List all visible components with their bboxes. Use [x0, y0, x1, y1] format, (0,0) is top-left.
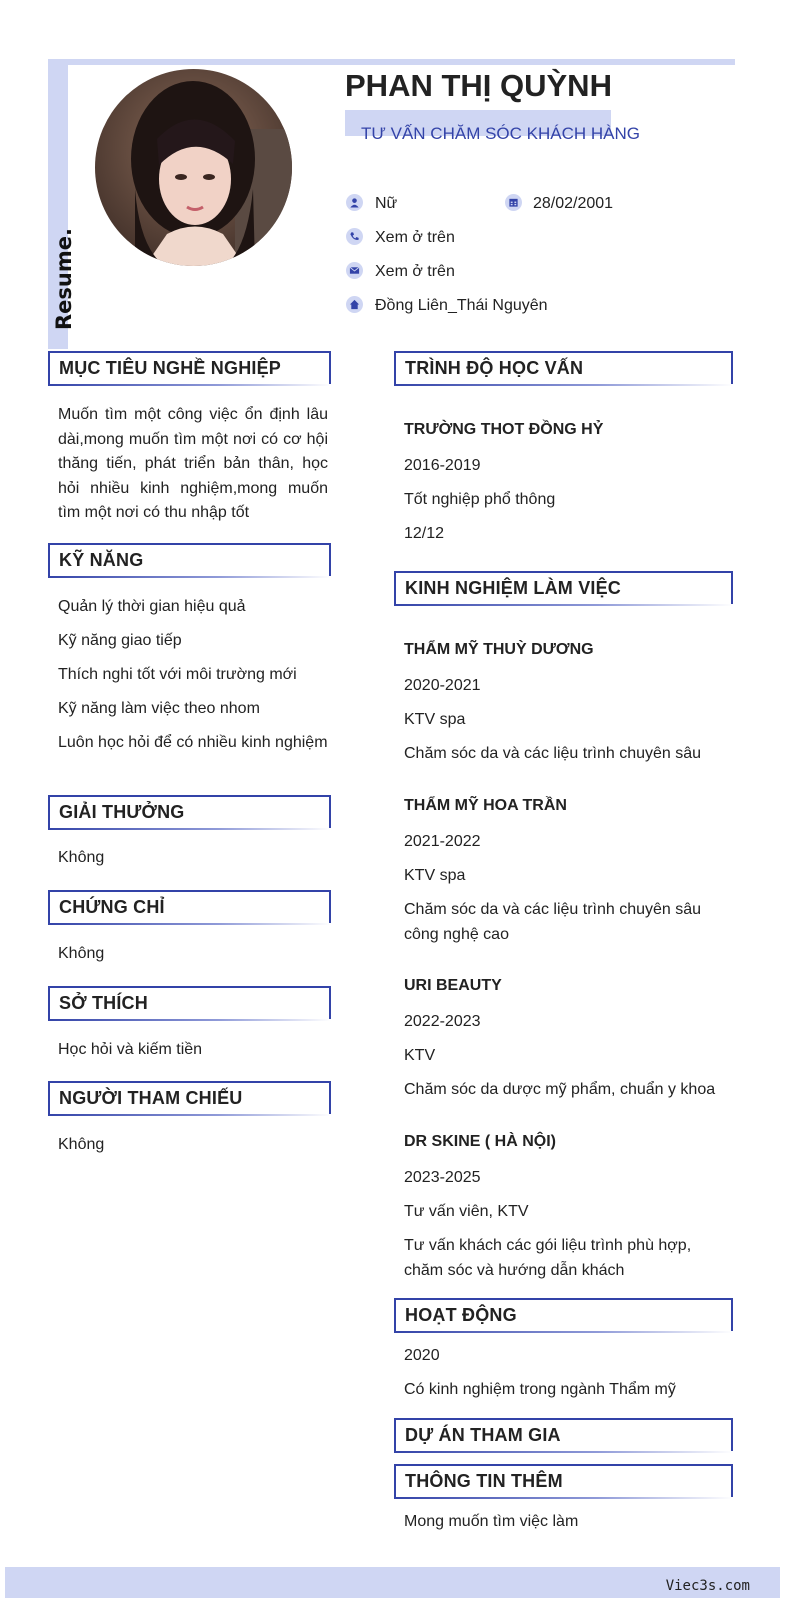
section-title: THÔNG TIN THÊM [405, 1471, 563, 1491]
awards-text: Không [58, 849, 105, 866]
activities-year: 2020 [404, 1347, 440, 1364]
home-icon [346, 296, 363, 313]
certificates-text: Không [58, 945, 105, 962]
birthday-value: 28/02/2001 [533, 195, 614, 212]
section-education-header [394, 351, 733, 384]
section-title: NGƯỜI THAM CHIẾU [59, 1088, 243, 1108]
section-experience-header [394, 571, 733, 604]
section-objective-header [48, 351, 331, 384]
education-degree: Tốt nghiệp phổ thông [404, 491, 556, 508]
phone-icon [346, 228, 363, 245]
job-years: 2021-2022 [404, 833, 481, 850]
education-school: TRƯỜNG THOT ĐỒNG HỶ [404, 421, 604, 438]
education-grade: 12/12 [404, 525, 445, 542]
job-company: THẨM MỸ THUỲ DƯƠNG [404, 641, 594, 658]
references-text: Không [58, 1136, 105, 1153]
section-references-header [48, 1081, 331, 1114]
section-hobbies-header [48, 986, 331, 1019]
section-title: SỞ THÍCH [59, 993, 148, 1013]
section-title: DỰ ÁN THAM GIA [405, 1425, 561, 1445]
section-skills-header [48, 543, 331, 576]
activities-text: Có kinh nghiệm trong ngành Thẩm mỹ [404, 1381, 676, 1398]
job-description: Chăm sóc da và các liệu trình chuyên sâu [404, 745, 702, 762]
job-description: Chăm sóc da và các liệu trình chuyên sâu công nghệ cao [404, 901, 702, 943]
candidate-name: PHAN THỊ QUỲNH [345, 68, 612, 103]
skill-item: Kỹ năng giao tiếp [58, 632, 182, 649]
section-awards-header [48, 795, 331, 828]
section-title: TRÌNH ĐỘ HỌC VẤN [405, 358, 584, 378]
job-years: 2023-2025 [404, 1169, 481, 1186]
job-title: TƯ VẤN CHĂM SÓC KHÁCH HÀNG [361, 124, 640, 143]
job-role: KTV spa [404, 711, 466, 728]
job-role: KTV spa [404, 867, 466, 884]
job-company: DR SKINE ( HÀ NỘI) [404, 1133, 556, 1150]
top-accent-bar [48, 59, 735, 65]
email-icon [346, 262, 363, 279]
section-title: CHỨNG CHỈ [59, 897, 165, 917]
resume-vertical-label: Resume. [52, 228, 76, 330]
skill-item: Thích nghi tốt với môi trường mới [58, 666, 297, 683]
education-years: 2016-2019 [404, 457, 481, 474]
section-certificates-header [48, 890, 331, 923]
gender-value: Nữ [375, 195, 398, 212]
footer-bar [5, 1567, 780, 1598]
skill-item: Kỹ năng làm việc theo nhom [58, 700, 260, 717]
calendar-icon [505, 194, 522, 211]
section-title: KỸ NĂNG [59, 550, 144, 570]
job-company: THẨM MỸ HOA TRẦN [404, 797, 567, 814]
job-description: Chăm sóc da dược mỹ phẩm, chuẩn y khoa [404, 1081, 716, 1098]
job-role: KTV [404, 1047, 436, 1064]
hobbies-text: Học hỏi và kiếm tiền [58, 1041, 203, 1058]
skill-item: Luôn học hỏi để có nhiều kinh nghiệm [58, 734, 328, 751]
section-title: MỤC TIÊU NGHỀ NGHIỆP [59, 358, 282, 378]
job-description: Tư vấn khách các gói liệu trình phù hợp, chăm sóc và hướng dẫn khách [404, 1237, 692, 1279]
section-title: HOẠT ĐỘNG [405, 1305, 517, 1325]
avatar [95, 69, 292, 266]
job-company: URI BEAUTY [404, 977, 502, 994]
footer-brand[interactable]: Viec3s.com [665, 1578, 750, 1594]
section-title: KINH NGHIỆM LÀM VIỆC [405, 578, 622, 598]
job-role: Tư vấn viên, KTV [404, 1203, 529, 1220]
section-more-info-header [394, 1464, 733, 1497]
address-value: Đồng Liên_Thái Nguyên [375, 297, 548, 314]
section-title: GIẢI THƯỞNG [59, 802, 185, 822]
email-value: Xem ở trên [375, 263, 455, 280]
job-years: 2020-2021 [404, 677, 481, 694]
more-info-text: Mong muốn tìm việc làm [404, 1513, 579, 1530]
section-projects-header [394, 1418, 733, 1451]
gender-icon [346, 194, 363, 211]
objective-text: Muốn tìm một công việc ổn định lâu dài,mong muốn tìm một nơi có cơ hội thăng tiến, phát triển bản thân, học hỏi nhiều kinh nghiệm,mong muốn tìm một nơi có thu nhập tốt [58, 406, 328, 521]
skill-item: Quản lý thời gian hiệu quả [58, 598, 246, 615]
phone-value: Xem ở trên [375, 229, 455, 246]
section-activities-header [394, 1298, 733, 1331]
job-years: 2022-2023 [404, 1013, 481, 1030]
